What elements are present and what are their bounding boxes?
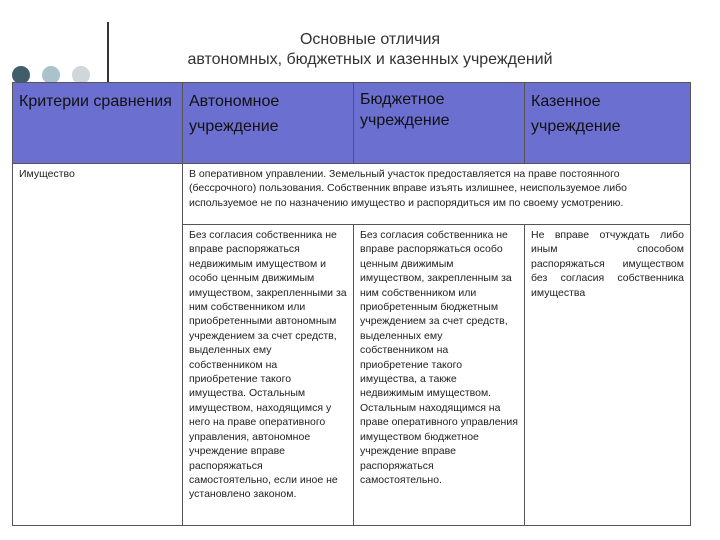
header-autonomous: Автономное учреждение: [183, 83, 354, 164]
comparison-table: [12, 82, 691, 526]
header-criteria: Критерии сравнения: [13, 83, 183, 164]
merged-common-cell: В оперативном управлении. Земельный участок предоставляется на праве постоянного (бессрочного) пользования. Собственник вправе изъять излишнее, неиспользуемое либо используемое не по назначению имущество и распорядиться им по своему усмотрению.: [183, 164, 691, 225]
table-row: [13, 164, 691, 225]
slide-title: [130, 30, 610, 70]
cell-treasury: Не вправе отчуждать либо иным способом распоряжаться имуществом без согласия собственника имущества: [525, 225, 691, 526]
cell-autonomous: Без согласия собственника не вправе распоряжаться недвижимым имуществом и особо ценным движимым имуществом, закрепленными за ним собственником или приобретенными автономным учреждением за счет средств, выделенных ему собственником на приобретение такого имущества. Остальным имуществом, находящимся у него на праве оперативного управления, автономное учреждение вправе распоряжаться самостоятельно, если иное не установлено законом.: [183, 225, 354, 526]
header-budget: Бюджетное учреждение: [354, 83, 525, 164]
header-treasury: Казенное учреждение: [525, 83, 691, 164]
title-line-2: автономных, бюджетных и казенных учреждений: [187, 51, 553, 68]
table-header-row: [13, 83, 691, 164]
cell-budget: Без согласия собственника не вправе распоряжаться особо ценным движимым имуществом, закрепленным за ним собственником или приобретенным бюджетным учреждением за счет средств, выделенных ему собственником на приобретение такого имущества, а также недвижимым имуществом. Остальным находящимся на праве оперативного управления имуществом бюджетное учреждение вправе распоряжаться самостоятельно.: [354, 225, 525, 526]
title-line-1: Основные отличия: [299, 31, 441, 48]
row-label-property: Имущество: [13, 164, 183, 526]
